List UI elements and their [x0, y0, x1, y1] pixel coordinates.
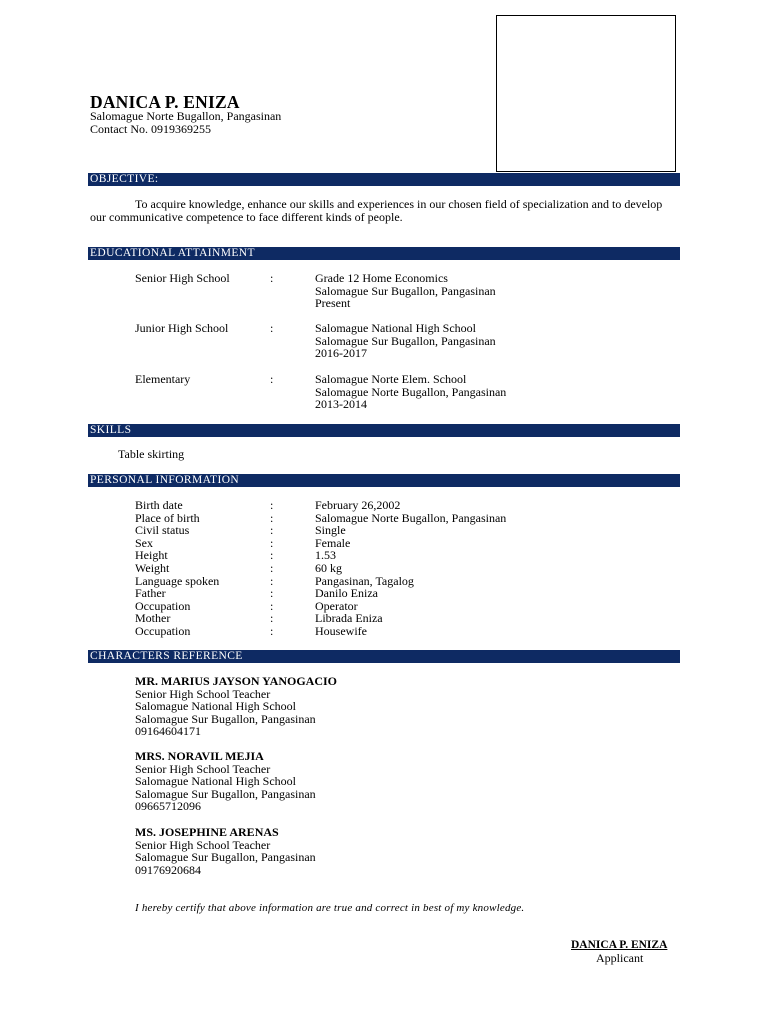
separator: :	[270, 586, 274, 601]
personal-label: Mother	[135, 611, 171, 626]
reference-detail: Senior High School Teacher	[135, 761, 271, 776]
personal-label: Occupation	[135, 624, 191, 638]
separator: :	[270, 523, 274, 538]
address: Salomague Norte Bugallon, Pangasinan	[90, 109, 282, 123]
reference-phone: 09665712096	[135, 799, 201, 814]
personal-label: Weight	[135, 561, 170, 575]
separator: :	[270, 624, 274, 638]
personal-value: Operator	[315, 598, 358, 613]
section-header-references: CHARACTERS REFERENCE	[88, 650, 680, 663]
personal-value: Housewife	[315, 624, 367, 638]
education-detail: Salomague National High School	[315, 321, 476, 335]
education-level: Junior High School	[135, 321, 229, 335]
personal-label: Father	[135, 586, 166, 601]
personal-value: Pangasinan, Tagalog	[315, 573, 414, 588]
personal-label: Height	[135, 548, 168, 563]
personal-label: Civil status	[135, 523, 190, 538]
separator: :	[270, 598, 274, 613]
reference-name: MS. JOSEPHINE ARENAS	[135, 825, 279, 839]
reference-detail: Senior High School Teacher	[135, 837, 271, 852]
reference-detail: Salomague Sur Bugallon, Pangasinan	[135, 711, 316, 726]
education-detail: Salomague Norte Elem. School	[315, 372, 467, 386]
education-detail: 2016-2017	[315, 346, 367, 361]
section-header-objective: OBJECTIVE:	[88, 173, 680, 186]
education-detail: Present	[315, 296, 351, 311]
education-detail: Salomague Sur Bugallon, Pangasinan	[315, 333, 496, 348]
reference-phone: 09164604171	[135, 724, 201, 739]
personal-label: Language spoken	[135, 573, 220, 588]
education-level: Elementary	[135, 372, 191, 386]
objective-text: To acquire knowledge, enhance our skills and experiences in our chosen field of specialization and to develop our communicative competence to face different kinds of people.	[90, 197, 663, 225]
personal-label: Birth date	[135, 498, 183, 512]
separator: :	[270, 510, 274, 525]
education-level: Senior High School	[135, 271, 230, 285]
personal-label: Place of birth	[135, 510, 200, 525]
personal-value: February 26,2002	[315, 498, 401, 512]
signature-role: Applicant	[596, 951, 644, 965]
reference-detail: Salomague Sur Bugallon, Pangasinan	[135, 786, 316, 801]
contact-number: Contact No. 0919369255	[90, 122, 211, 136]
separator: :	[270, 561, 274, 575]
reference-name: MR. MARIUS JAYSON YANOGACIO	[135, 674, 338, 688]
separator: :	[270, 611, 274, 626]
section-header-skills: SKILLS	[88, 424, 680, 437]
reference-detail: Salomague Sur Bugallon, Pangasinan	[135, 850, 316, 865]
signature-name: DANICA P. ENIZA	[571, 939, 668, 951]
separator: :	[270, 372, 274, 386]
separator: :	[270, 498, 274, 512]
reference-name: MRS. NORAVIL MEJIA	[135, 749, 264, 763]
reference-detail: Senior High School Teacher	[135, 686, 271, 701]
personal-value: 1.53	[315, 548, 336, 563]
personal-value: Danilo Eniza	[315, 586, 378, 601]
section-header-education: EDUCATIONAL ATTAINMENT	[88, 247, 680, 260]
personal-label: Occupation	[135, 598, 191, 613]
education-detail: Salomague Norte Bugallon, Pangasinan	[315, 384, 507, 399]
applicant-name: DANICA P. ENIZA	[90, 92, 240, 112]
reference-detail: Salomague National High School	[135, 774, 296, 789]
separator: :	[270, 535, 274, 550]
personal-value: Librada Eniza	[315, 611, 383, 626]
separator: :	[270, 321, 274, 335]
reference-detail: Salomague National High School	[135, 699, 296, 714]
section-header-personal: PERSONAL INFORMATION	[88, 474, 680, 487]
education-detail: Grade 12 Home Economics	[315, 271, 448, 285]
personal-label: Sex	[135, 535, 153, 550]
separator: :	[270, 271, 274, 285]
personal-value: Salomague Norte Bugallon, Pangasinan	[315, 510, 507, 525]
skill-item: Table skirting	[118, 447, 185, 461]
separator: :	[270, 573, 274, 588]
separator: :	[270, 548, 274, 563]
education-detail: Salomague Sur Bugallon, Pangasinan	[315, 283, 496, 298]
certification-statement: I hereby certify that above information are true and correct in best of my knowledge.	[135, 902, 525, 914]
personal-value: Female	[315, 535, 351, 550]
reference-phone: 09176920684	[135, 862, 201, 877]
personal-value: 60 kg	[315, 561, 342, 575]
personal-value: Single	[315, 523, 346, 538]
photo-placeholder	[496, 15, 676, 172]
education-detail: 2013-2014	[315, 397, 367, 412]
